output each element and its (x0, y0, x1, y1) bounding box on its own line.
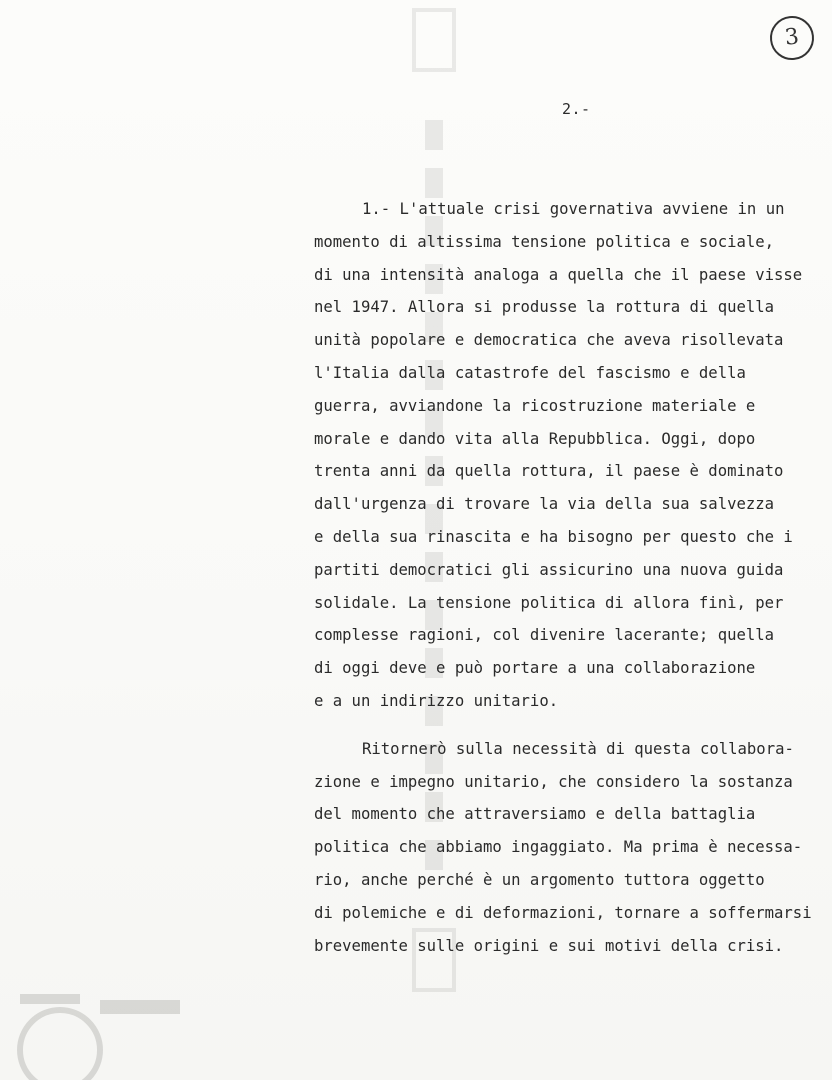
text-line: di polemiche e di deformazioni, tornare a soffermarsi (314, 903, 812, 922)
paragraph-2 (314, 736, 832, 966)
text-line: rio, anche perché è un argomento tuttora oggetto (314, 870, 765, 889)
text-line: l'Italia dalla catastrofe del fascismo e della (314, 363, 746, 382)
text-line: di oggi deve e può portare a una collaborazione (314, 659, 756, 678)
text-line: morale e dando vita alla Repubblica. Oggi, dopo (314, 429, 756, 448)
paragraph-gap (314, 721, 832, 736)
text-line: trenta anni da quella rottura, il paese è dominato (314, 462, 784, 481)
text-line: dall'urgenza di trovare la via della sua salvezza (314, 495, 775, 514)
text-line: momento di altissima tensione politica e sociale, (314, 232, 775, 251)
text-line: solidale. La tensione politica di allora finì, per (314, 593, 784, 612)
text-line: Ritornerò sulla necessità di questa collabora- (362, 739, 794, 758)
text-line: partiti democratici gli assicurino una nuova guida (314, 560, 784, 579)
typed-body-text (314, 196, 832, 965)
text-line: 1.- L'attuale crisi governativa avviene in un (362, 200, 785, 218)
text-line: complesse ragioni, col divenire lacerante; quella (314, 626, 775, 645)
archive-stamp-watermark (0, 990, 190, 1080)
text-line: zione e impegno unitario, che considero la sostanza (314, 772, 793, 791)
text-line: e a un indirizzo unitario. (314, 691, 559, 710)
text-line: del momento che attraversiamo e della battaglia (314, 805, 756, 824)
page-header-number: 2.- (562, 100, 591, 118)
paragraph-1 (314, 196, 832, 721)
text-line: di una intensità analoga a quella che il paese visse (314, 265, 803, 284)
text-line: brevemente sulle origini e sui motivi della crisi. (314, 936, 784, 955)
text-line: politica che abbiamo ingaggiato. Ma prima è necessa- (314, 838, 803, 857)
text-line: e della sua rinascita e ha bisogno per questo che i (314, 527, 793, 546)
circled-page-number: 3 (768, 14, 816, 62)
text-line: guerra, avviandone la ricostruzione materiale e (314, 396, 756, 415)
text-line: nel 1947. Allora si produsse la rottura di quella (314, 298, 775, 317)
text-line: unità popolare e democratica che aveva risollevata (314, 331, 784, 350)
